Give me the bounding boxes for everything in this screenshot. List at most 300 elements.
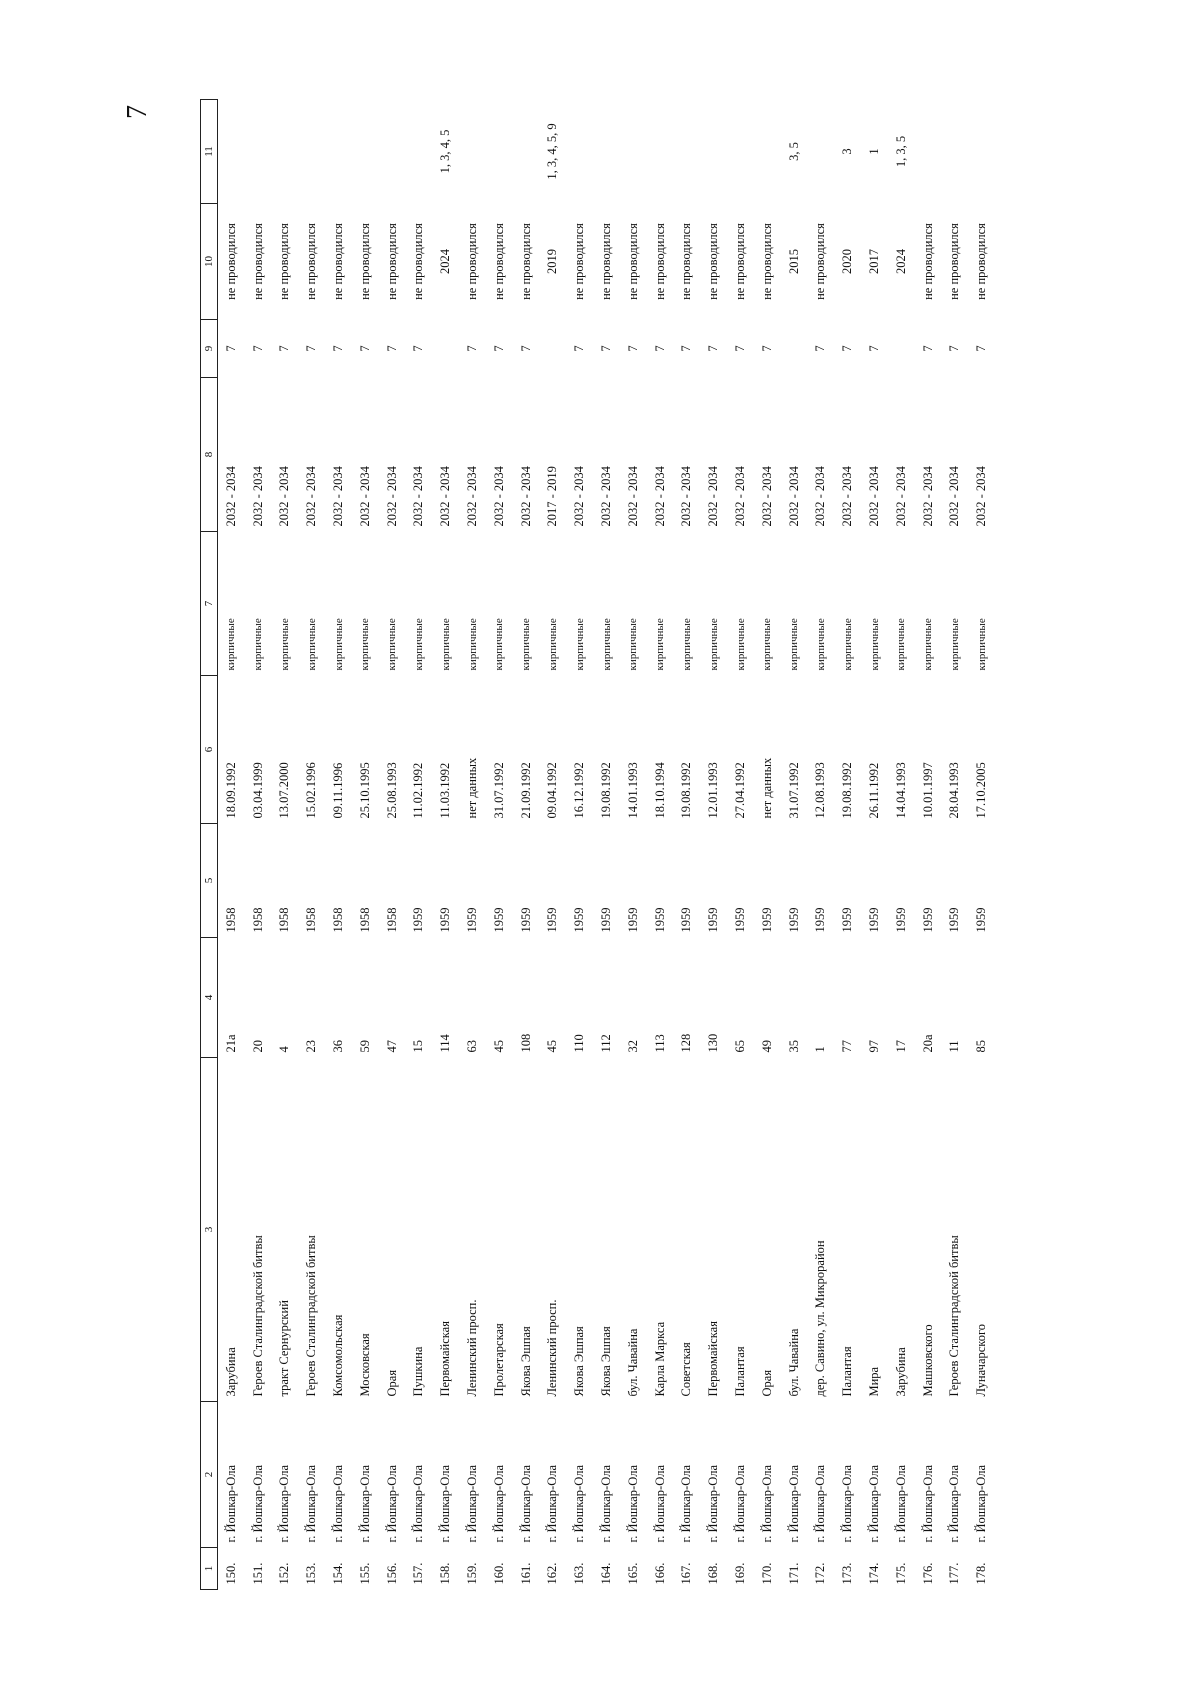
repair-period-cell: 2032 - 2034 xyxy=(625,466,640,527)
city-cell: г. Йошкар-Ола xyxy=(357,1464,372,1543)
repair-period-cell: 2032 - 2034 xyxy=(759,466,774,527)
build-year-cell: 1959 xyxy=(786,907,801,933)
repair-period-cell: 2032 - 2034 xyxy=(277,466,292,527)
house-number-cell: 108 xyxy=(518,1033,533,1053)
last-repair-cell: не проводился xyxy=(250,223,265,300)
wall-material-cell: кирпичные xyxy=(734,618,747,671)
house-number-cell: 85 xyxy=(974,1040,989,1053)
row-number-cell: 168. xyxy=(706,1562,721,1585)
row-number-cell: 162. xyxy=(545,1562,560,1585)
last-repair-cell: не проводился xyxy=(706,223,721,300)
works-list-cell xyxy=(218,100,245,204)
wall-material-cell: кирпичные xyxy=(573,618,586,671)
works-list-cell xyxy=(459,100,486,204)
last-repair-cell: 2015 xyxy=(786,249,801,274)
col-9-cell: 7 xyxy=(920,345,935,352)
house-number-cell: 65 xyxy=(733,1040,748,1053)
street-cell: Пушкина xyxy=(411,1346,426,1397)
wall-material-cell: кирпичные xyxy=(386,618,399,671)
column-header-11: 11 xyxy=(201,100,218,204)
repair-period-cell: 2032 - 2034 xyxy=(304,466,319,527)
house-number-cell: 20 xyxy=(250,1040,265,1053)
last-repair-cell: не проводился xyxy=(733,223,748,300)
house-number-cell: 45 xyxy=(545,1040,560,1053)
table-row xyxy=(432,100,459,1590)
col-9-cell: 7 xyxy=(411,345,426,352)
city-cell: г. Йошкар-Ола xyxy=(572,1464,587,1543)
build-year-cell: 1958 xyxy=(277,907,292,933)
wall-material-cell: кирпичные xyxy=(225,618,238,671)
last-repair-cell: не проводился xyxy=(518,223,533,300)
city-cell: г. Йошкар-Ола xyxy=(411,1464,426,1543)
date-cell: 19.08.1992 xyxy=(679,762,694,819)
street-cell: Московская xyxy=(357,1333,372,1397)
col-9-cell: 7 xyxy=(465,345,480,352)
row-number-cell: 171. xyxy=(786,1562,801,1585)
wall-material-cell: кирпичные xyxy=(788,618,801,671)
repair-period-cell: 2032 - 2034 xyxy=(250,466,265,527)
table-row xyxy=(540,100,567,1590)
col-9-cell: 7 xyxy=(491,345,506,352)
date-cell: нет данных xyxy=(759,757,774,819)
last-repair-cell: не проводился xyxy=(652,223,667,300)
date-cell: 19.08.1992 xyxy=(840,762,855,819)
works-list-cell xyxy=(700,100,727,204)
repair-period-cell: 2032 - 2034 xyxy=(840,466,855,527)
house-number-cell: 36 xyxy=(331,1040,346,1053)
date-cell: 03.04.1999 xyxy=(250,762,265,819)
house-number-cell: 32 xyxy=(625,1040,640,1053)
col-9-cell xyxy=(888,320,915,378)
wall-material-cell: кирпичные xyxy=(305,618,318,671)
city-cell: г. Йошкар-Ола xyxy=(706,1464,721,1543)
works-list-cell xyxy=(245,100,272,204)
build-year-cell: 1959 xyxy=(733,907,748,933)
table-row xyxy=(352,100,379,1590)
house-number-cell: 47 xyxy=(384,1040,399,1053)
street-cell: тракт Сернурский xyxy=(277,1300,292,1397)
build-year-cell: 1959 xyxy=(920,907,935,933)
repair-period-cell: 2032 - 2034 xyxy=(438,466,453,527)
repair-period-cell: 2032 - 2034 xyxy=(867,466,882,527)
build-year-cell: 1958 xyxy=(384,907,399,933)
wall-material-cell: кирпичные xyxy=(412,618,425,671)
house-number-cell: 4 xyxy=(277,1046,292,1053)
col-9-cell: 7 xyxy=(974,345,989,352)
works-list-cell xyxy=(325,100,352,204)
col-9-cell: 7 xyxy=(733,345,748,352)
build-year-cell: 1959 xyxy=(679,907,694,933)
street-cell: бул. Чавайна xyxy=(786,1328,801,1397)
works-list-cell xyxy=(352,100,379,204)
street-cell: Орая xyxy=(384,1369,399,1397)
col-9-cell: 7 xyxy=(625,345,640,352)
build-year-cell: 1959 xyxy=(518,907,533,933)
row-number-cell: 159. xyxy=(465,1562,480,1585)
date-cell: 09.04.1992 xyxy=(545,762,560,819)
works-list-cell xyxy=(968,100,995,204)
house-number-cell: 114 xyxy=(438,1034,453,1053)
last-repair-cell: не проводился xyxy=(572,223,587,300)
table-row xyxy=(218,100,245,1590)
build-year-cell: 1959 xyxy=(867,907,882,933)
city-cell: г. Йошкар-Ола xyxy=(438,1464,453,1543)
house-number-cell: 20а xyxy=(920,1034,935,1053)
street-cell: Орая xyxy=(759,1369,774,1397)
row-number-cell: 154. xyxy=(331,1562,346,1585)
last-repair-cell: не проводился xyxy=(331,223,346,300)
row-number-cell: 151. xyxy=(250,1562,265,1585)
row-number-cell: 150. xyxy=(223,1562,238,1585)
works-list-cell xyxy=(647,100,674,204)
table-row xyxy=(406,100,433,1590)
build-year-cell: 1958 xyxy=(250,907,265,933)
col-9-cell: 7 xyxy=(277,345,292,352)
house-number-cell: 15 xyxy=(411,1040,426,1053)
city-cell: г. Йошкар-Ола xyxy=(465,1464,480,1543)
city-cell: г. Йошкар-Ола xyxy=(491,1464,506,1543)
col-9-cell: 7 xyxy=(223,345,238,352)
wall-material-cell: кирпичные xyxy=(707,618,720,671)
page-number: 7 xyxy=(122,105,153,119)
house-number-cell: 128 xyxy=(679,1033,694,1053)
date-cell: 12.08.1993 xyxy=(813,762,828,819)
street-cell: Карла Маркса xyxy=(652,1321,667,1397)
repair-period-cell: 2032 - 2034 xyxy=(411,466,426,527)
works-list-cell xyxy=(754,100,781,204)
street-cell: дер. Савино, ул. Микрорайон xyxy=(813,1240,828,1397)
row-number-cell: 174. xyxy=(867,1562,882,1585)
wall-material-cell: кирпичные xyxy=(680,618,693,671)
table-row xyxy=(379,100,406,1590)
date-cell: 28.04.1993 xyxy=(947,762,962,819)
street-cell: Пролетарская xyxy=(491,1323,506,1397)
wall-material-cell: кирпичные xyxy=(439,618,452,671)
table-row xyxy=(968,100,995,1590)
works-list-cell: 1, 3, 4, 5 xyxy=(438,129,453,174)
col-9-cell xyxy=(540,320,567,378)
table-row xyxy=(486,100,513,1590)
city-cell: г. Йошкар-Ола xyxy=(679,1464,694,1543)
table-row xyxy=(781,100,808,1590)
works-list-cell: 3 xyxy=(840,148,855,155)
last-repair-cell: 2020 xyxy=(840,249,855,274)
column-header-9: 9 xyxy=(201,320,218,378)
rotated-table-container xyxy=(200,100,989,1590)
city-cell: г. Йошкар-Ола xyxy=(277,1464,292,1543)
column-header-8: 8 xyxy=(201,378,218,532)
house-number-cell: 1 xyxy=(813,1046,828,1053)
build-year-cell: 1958 xyxy=(357,907,372,933)
repair-period-cell: 2032 - 2034 xyxy=(786,466,801,527)
city-cell: г. Йошкар-Ола xyxy=(304,1464,319,1543)
city-cell: г. Йошкар-Ола xyxy=(733,1464,748,1543)
table-row xyxy=(861,100,888,1590)
works-list-cell xyxy=(915,100,942,204)
last-repair-cell: не проводился xyxy=(465,223,480,300)
row-number-cell: 164. xyxy=(599,1562,614,1585)
table-row xyxy=(566,100,593,1590)
wall-material-cell: кирпичные xyxy=(975,618,988,671)
wall-material-cell: кирпичные xyxy=(627,618,640,671)
city-cell: г. Йошкар-Ола xyxy=(947,1464,962,1543)
works-list-cell xyxy=(808,100,835,204)
works-list-cell xyxy=(298,100,325,204)
last-repair-cell: не проводился xyxy=(491,223,506,300)
street-cell: Ленинский просп. xyxy=(545,1299,560,1397)
works-list-cell xyxy=(486,100,513,204)
house-number-cell: 49 xyxy=(759,1040,774,1053)
build-year-cell: 1959 xyxy=(893,907,908,933)
repair-period-cell: 2032 - 2034 xyxy=(572,466,587,527)
wall-material-cell: кирпичные xyxy=(546,618,559,671)
city-cell: г. Йошкар-Ола xyxy=(652,1464,667,1543)
city-cell: г. Йошкар-Ола xyxy=(599,1464,614,1543)
build-year-cell: 1959 xyxy=(572,907,587,933)
wall-material-cell: кирпичные xyxy=(948,618,961,671)
last-repair-cell: не проводился xyxy=(411,223,426,300)
last-repair-cell: не проводился xyxy=(625,223,640,300)
table-row xyxy=(620,100,647,1590)
works-list-cell xyxy=(674,100,701,204)
last-repair-cell: не проводился xyxy=(920,223,935,300)
build-year-cell: 1959 xyxy=(438,907,453,933)
last-repair-cell: не проводился xyxy=(813,223,828,300)
wall-material-cell: кирпичные xyxy=(278,618,291,671)
city-cell: г. Йошкар-Ола xyxy=(384,1464,399,1543)
date-cell: 11.03.1992 xyxy=(438,762,453,819)
table-row xyxy=(245,100,272,1590)
build-year-cell: 1959 xyxy=(974,907,989,933)
house-number-cell: 11 xyxy=(947,1040,962,1053)
last-repair-cell: не проводился xyxy=(357,223,372,300)
repair-period-cell: 2032 - 2034 xyxy=(518,466,533,527)
repair-period-cell: 2032 - 2034 xyxy=(384,466,399,527)
house-number-cell: 110 xyxy=(572,1034,587,1053)
repair-period-cell: 2017 - 2019 xyxy=(545,466,560,527)
house-number-cell: 63 xyxy=(465,1040,480,1053)
street-cell: Зарубина xyxy=(223,1347,238,1397)
repair-period-cell: 2032 - 2034 xyxy=(706,466,721,527)
row-number-cell: 160. xyxy=(491,1562,506,1585)
table-row xyxy=(808,100,835,1590)
city-cell: г. Йошкар-Ола xyxy=(786,1464,801,1543)
street-cell: Палантая xyxy=(840,1346,855,1397)
date-cell: 25.08.1993 xyxy=(384,762,399,819)
city-cell: г. Йошкар-Ола xyxy=(545,1464,560,1543)
date-cell: 19.08.1992 xyxy=(599,762,614,819)
row-number-cell: 153. xyxy=(304,1562,319,1585)
wall-material-cell: кирпичные xyxy=(466,618,479,671)
col-9-cell: 7 xyxy=(518,345,533,352)
street-cell: Ленинский просп. xyxy=(465,1299,480,1397)
city-cell: г. Йошкар-Ола xyxy=(867,1464,882,1543)
house-number-cell: 21а xyxy=(223,1034,238,1053)
table-row xyxy=(593,100,620,1590)
wall-material-cell: кирпичные xyxy=(922,618,935,671)
street-cell: Якова Эшпая xyxy=(518,1326,533,1397)
col-9-cell: 7 xyxy=(706,345,721,352)
city-cell: г. Йошкар-Ола xyxy=(893,1464,908,1543)
column-header-5: 5 xyxy=(201,824,218,938)
house-number-cell: 59 xyxy=(357,1040,372,1053)
build-year-cell: 1959 xyxy=(465,907,480,933)
works-list-cell xyxy=(406,100,433,204)
works-list-cell: 1, 3, 4, 5, 9 xyxy=(545,123,560,180)
street-cell: Якова Эшпая xyxy=(572,1326,587,1397)
row-number-cell: 176. xyxy=(920,1562,935,1585)
column-header-1: 1 xyxy=(201,1548,218,1590)
column-header-2: 2 xyxy=(201,1402,218,1548)
date-cell: 27.04.1992 xyxy=(733,762,748,819)
date-cell: 13.07.2000 xyxy=(277,762,292,819)
build-year-cell: 1959 xyxy=(411,907,426,933)
row-number-cell: 161. xyxy=(518,1562,533,1585)
wall-material-cell: кирпичные xyxy=(359,618,372,671)
col-9-cell: 7 xyxy=(357,345,372,352)
column-header-7: 7 xyxy=(201,532,218,676)
house-number-cell: 97 xyxy=(867,1040,882,1053)
table-row xyxy=(915,100,942,1590)
col-9-cell xyxy=(432,320,459,378)
wall-material-cell: кирпичные xyxy=(252,618,265,671)
build-year-cell: 1959 xyxy=(706,907,721,933)
house-number-cell: 113 xyxy=(652,1034,667,1053)
table-row xyxy=(942,100,969,1590)
row-number-cell: 173. xyxy=(840,1562,855,1585)
table-row xyxy=(834,100,861,1590)
row-number-cell: 167. xyxy=(679,1562,694,1585)
repair-period-cell: 2032 - 2034 xyxy=(331,466,346,527)
date-cell: 09.11.1996 xyxy=(331,762,346,819)
works-list-cell xyxy=(942,100,969,204)
house-number-cell: 35 xyxy=(786,1040,801,1053)
street-cell: Мира xyxy=(867,1366,882,1397)
row-number-cell: 165. xyxy=(625,1562,640,1585)
street-cell: Советская xyxy=(679,1342,694,1397)
date-cell: 17.10.2005 xyxy=(974,762,989,819)
wall-material-cell: кирпичные xyxy=(520,618,533,671)
last-repair-cell: не проводился xyxy=(277,223,292,300)
date-cell: 10.01.1997 xyxy=(920,762,935,819)
street-cell: Луначарского xyxy=(974,1323,989,1397)
build-year-cell: 1959 xyxy=(652,907,667,933)
house-number-cell: 17 xyxy=(893,1040,908,1053)
works-list-cell xyxy=(620,100,647,204)
last-repair-cell: 2024 xyxy=(893,249,908,274)
house-number-cell: 77 xyxy=(840,1040,855,1053)
row-number-cell: 172. xyxy=(813,1562,828,1585)
last-repair-cell: не проводился xyxy=(304,223,319,300)
repair-period-cell: 2032 - 2034 xyxy=(599,466,614,527)
build-year-cell: 1959 xyxy=(545,907,560,933)
build-year-cell: 1958 xyxy=(331,907,346,933)
date-cell: нет данных xyxy=(465,757,480,819)
date-cell: 21.09.1992 xyxy=(518,762,533,819)
col-9-cell: 7 xyxy=(652,345,667,352)
col-9-cell: 7 xyxy=(759,345,774,352)
date-cell: 15.02.1996 xyxy=(304,762,319,819)
street-cell: Героев Сталинградской битвы xyxy=(947,1235,962,1397)
house-number-cell: 23 xyxy=(304,1040,319,1053)
repair-period-cell: 2032 - 2034 xyxy=(893,466,908,527)
works-list-cell: 1, 3, 5 xyxy=(893,135,908,168)
date-cell: 14.04.1993 xyxy=(893,762,908,819)
street-cell: Якова Эшпая xyxy=(599,1326,614,1397)
city-cell: г. Йошкар-Ола xyxy=(250,1464,265,1543)
date-cell: 11.02.1992 xyxy=(411,762,426,819)
wall-material-cell: кирпичные xyxy=(761,618,774,671)
repair-period-cell: 2032 - 2034 xyxy=(465,466,480,527)
wall-material-cell: кирпичные xyxy=(654,618,667,671)
works-list-cell: 1 xyxy=(867,148,882,155)
build-year-cell: 1958 xyxy=(304,907,319,933)
col-9-cell: 7 xyxy=(304,345,319,352)
date-cell: 31.07.1992 xyxy=(786,762,801,819)
street-cell: Первомайская xyxy=(438,1321,453,1397)
street-cell: Машковского xyxy=(920,1324,935,1397)
date-cell: 12.01.1993 xyxy=(706,762,721,819)
city-cell: г. Йошкар-Ола xyxy=(223,1464,238,1543)
col-9-cell: 7 xyxy=(572,345,587,352)
city-cell: г. Йошкар-Ола xyxy=(759,1464,774,1543)
row-number-cell: 169. xyxy=(733,1562,748,1585)
table-row xyxy=(325,100,352,1590)
col-9-cell: 7 xyxy=(840,345,855,352)
row-number-cell: 158. xyxy=(438,1562,453,1585)
table-row xyxy=(700,100,727,1590)
last-repair-cell: не проводился xyxy=(759,223,774,300)
repair-period-cell: 2032 - 2034 xyxy=(491,466,506,527)
works-list-cell xyxy=(272,100,299,204)
last-repair-cell: не проводился xyxy=(947,223,962,300)
table-row xyxy=(754,100,781,1590)
city-cell: г. Йошкар-Ола xyxy=(813,1464,828,1543)
last-repair-cell: 2017 xyxy=(867,249,882,274)
row-number-cell: 175. xyxy=(893,1562,908,1585)
row-number-cell: 157. xyxy=(411,1562,426,1585)
street-cell: Героев Сталинградской битвы xyxy=(250,1235,265,1397)
last-repair-cell: не проводился xyxy=(384,223,399,300)
column-header-4: 4 xyxy=(201,938,218,1058)
works-list-cell: 3, 5 xyxy=(786,142,801,161)
repair-period-cell: 2032 - 2034 xyxy=(813,466,828,527)
wall-material-cell: кирпичные xyxy=(814,618,827,671)
table-row xyxy=(459,100,486,1590)
wall-material-cell: кирпичные xyxy=(895,618,908,671)
repair-period-cell: 2032 - 2034 xyxy=(223,466,238,527)
column-header-10: 10 xyxy=(201,204,218,320)
col-9-cell: 7 xyxy=(250,345,265,352)
date-cell: 18.10.1994 xyxy=(652,762,667,819)
build-year-cell: 1959 xyxy=(840,907,855,933)
row-number-cell: 170. xyxy=(759,1562,774,1585)
column-header-6: 6 xyxy=(201,676,218,824)
city-cell: г. Йошкар-Ола xyxy=(920,1464,935,1543)
date-cell: 16.12.1992 xyxy=(572,762,587,819)
wall-material-cell: кирпичные xyxy=(841,618,854,671)
date-cell: 25.10.1995 xyxy=(357,762,372,819)
last-repair-cell: 2019 xyxy=(545,249,560,274)
wall-material-cell: кирпичные xyxy=(493,618,506,671)
build-year-cell: 1959 xyxy=(947,907,962,933)
street-cell: Зарубина xyxy=(893,1347,908,1397)
col-9-cell: 7 xyxy=(813,345,828,352)
city-cell: г. Йошкар-Ола xyxy=(518,1464,533,1543)
row-number-cell: 177. xyxy=(947,1562,962,1585)
repair-period-cell: 2032 - 2034 xyxy=(652,466,667,527)
wall-material-cell: кирпичные xyxy=(868,618,881,671)
